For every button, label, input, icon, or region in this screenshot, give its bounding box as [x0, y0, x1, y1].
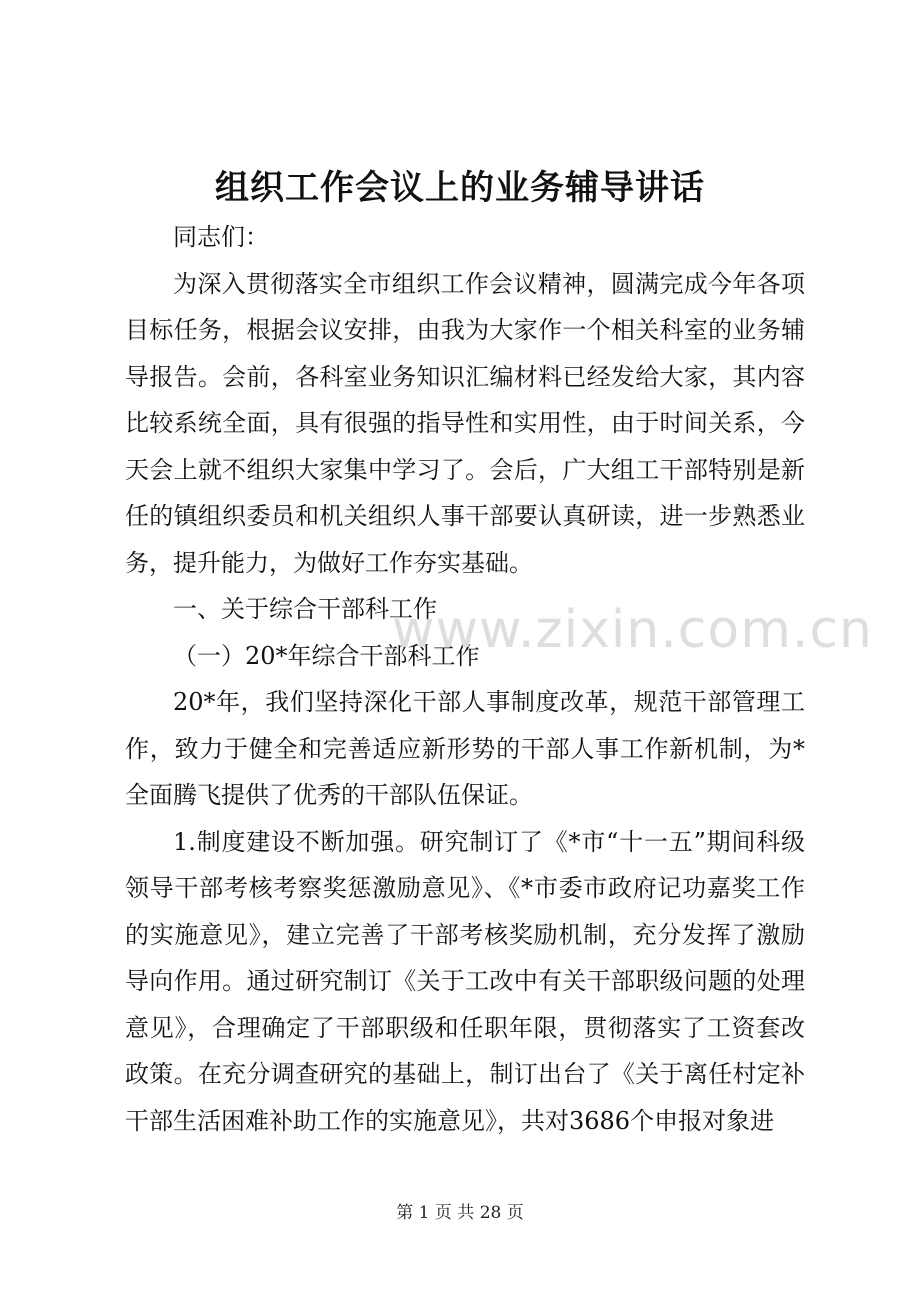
document-body [125, 214, 805, 1144]
paragraph-intro: 为深入贯彻落实全市组织工作会议精神，圆满完成今年各项目标任务，根据会议安排，由我为大家作一个相关科室的业务辅导报告。会前，各科室业务知识汇编材料已经发给大家，其内容比较系统全面，具有很强的指导性和实用性，由于时间关系，今天会上就不组织大家集中学习了。会后，广大组工干部特别是新任的镇组织委员和机关组织人事干部要认真研读，进一步熟悉业务，提升能力，为做好工作夯实基础。 [125, 269, 805, 577]
paragraph-summary: 20*年，我们坚持深化干部人事制度改革，规范干部管理工作，致力于健全和完善适应新形势的干部人事工作新机制，为*全面腾飞提供了优秀的干部队伍保证。 [125, 688, 805, 809]
paragraph-salutation: 同志们： [173, 223, 269, 251]
page-footer: 第 1 页 共 28 页 [396, 1203, 524, 1223]
document-title: 组织工作会议上的业务辅导讲话 [215, 168, 705, 208]
subsection-heading: （一）20*年综合干部科工作 [173, 641, 480, 670]
section-heading: 一、关于综合干部科工作 [173, 595, 437, 623]
watermark: www.zixin.com.cn [392, 600, 873, 660]
paragraph-item-1: 1.制度建设不断加强。研究制订了《*市“十一五”期间科级领导干部考核考察奖惩激励意见》、《*市委市政府记功嘉奖工作的实施意见》，建立完善了干部考核奖励机制，充分发挥了激励导向作用。通过研究制订《关于工改中有关干部职级问题的处理意见》，合理确定了干部职级和任职年限，贯彻落实了工资套改政策。在充分调查研究的基础上，制订出台了《关于离任村定补干部生活困难补助工作的实施意见》，共对3686个申报对象进 [125, 827, 805, 1135]
